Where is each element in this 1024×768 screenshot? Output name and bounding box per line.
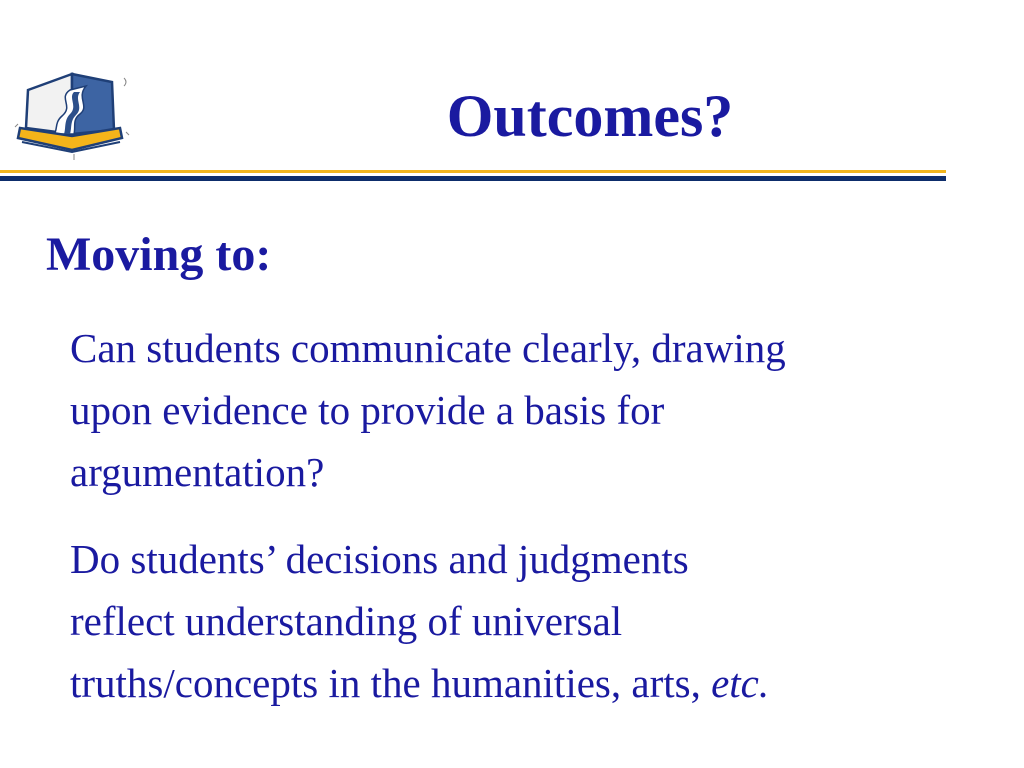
outcome-1-line-3: argumentation? (70, 449, 325, 495)
open-book-road-icon (14, 72, 132, 162)
outcome-2-line-2: reflect understanding of universal (70, 598, 623, 644)
title-divider-gold (0, 170, 946, 173)
section-heading: Moving to: (46, 228, 272, 281)
outcome-2-line-1: Do students’ decisions and judgments (70, 536, 689, 582)
outcome-1-line-2: upon evidence to provide a basis for (70, 387, 665, 433)
outcome-1-line-1: Can students communicate clearly, drawing (70, 325, 786, 371)
outcome-2-line-3: truths/concepts in the humanities, arts, (70, 660, 712, 706)
outcome-question-1 (70, 317, 990, 503)
outcome-2-italic-tail: etc. (711, 660, 770, 706)
outcome-question-2 (70, 528, 990, 714)
title-divider-navy (0, 176, 946, 181)
slide-title: Outcomes? (446, 83, 734, 149)
